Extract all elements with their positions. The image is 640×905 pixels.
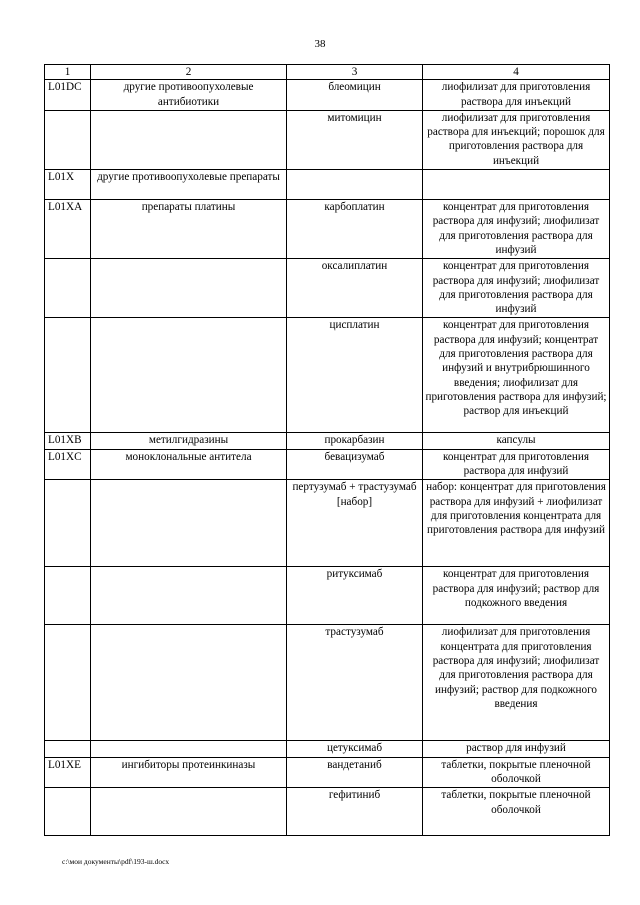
atc-code-cell: L01DC [45,80,91,111]
drug-cell: бевацизумаб [287,449,423,480]
table-row [45,757,610,788]
form-cell: концентрат для приготовления раствора для инфузий; концентрат для приготовления раствора для инфузий и внутрибрюшинного введения; лиофилизат для приготовления раствора для инфузий; раствор для инъекций [423,318,610,433]
form-cell: концентрат для приготовления раствора для инфузий; лиофилизат для приготовления раствора для инфузий [423,200,610,259]
atc-code-cell [45,567,91,625]
form-cell: лиофилизат для приготовления концентрата для приготовления раствора для инфузий; лиофилизат для приготовления раствора для инфузий; раствор для подкожного введения [423,625,610,741]
form-cell: таблетки, покрытые пленочной оболочкой [423,757,610,788]
drug-cell: ритуксимаб [287,567,423,625]
group-cell [91,110,287,169]
group-cell [91,788,287,836]
form-cell: набор: концентрат для приготовления раствора для инфузий + лиофилизат для приготовления концентрата для приготовления раствора для инфузий [423,480,610,567]
drug-cell [287,170,423,200]
drug-cell: цетуксимаб [287,741,423,757]
table-row [45,80,610,111]
header-cell: 3 [287,65,423,80]
table-row [45,200,610,259]
table-row [45,433,610,449]
table-row [45,741,610,757]
table-row [45,449,610,480]
table-row [45,480,610,567]
table-row [45,259,610,318]
atc-code-cell [45,625,91,741]
form-cell: капсулы [423,433,610,449]
form-cell: лиофилизат для приготовления раствора для инъекций; порошок для приготовления раствора для инъекций [423,110,610,169]
group-cell: препараты платины [91,200,287,259]
group-cell [91,259,287,318]
atc-code-cell: L01X [45,170,91,200]
drug-table [44,64,610,836]
atc-code-cell: L01XC [45,449,91,480]
drug-cell: цисплатин [287,318,423,433]
drug-cell: оксалиплатин [287,259,423,318]
form-cell: концентрат для приготовления раствора для инфузий; раствор для подкожного введения [423,567,610,625]
form-cell [423,170,610,200]
atc-code-cell [45,788,91,836]
drug-cell: гефитиниб [287,788,423,836]
group-cell [91,625,287,741]
drug-cell: прокарбазин [287,433,423,449]
drug-cell: пертузумаб + трастузумаб [набор] [287,480,423,567]
table-row [45,110,610,169]
table-row [45,170,610,200]
atc-code-cell: L01XB [45,433,91,449]
table-row [45,567,610,625]
form-cell: концентрат для приготовления раствора для инфузий [423,449,610,480]
table-row [45,625,610,741]
group-cell [91,480,287,567]
table-row [45,788,610,836]
group-cell [91,318,287,433]
group-cell: другие противоопухолевые препараты [91,170,287,200]
page-number: 38 [314,38,326,50]
footer-file-path: c:\мои документы\pdf\193-ш.docx [62,857,170,866]
atc-code-cell [45,318,91,433]
atc-code-cell [45,480,91,567]
atc-code-cell: L01XE [45,757,91,788]
group-cell: другие противоопухолевые антибиотики [91,80,287,111]
form-cell: концентрат для приготовления раствора для инфузий; лиофилизат для приготовления раствора для инфузий [423,259,610,318]
group-cell [91,567,287,625]
group-cell: моноклональные антитела [91,449,287,480]
group-cell: ингибиторы протеинкиназы [91,757,287,788]
group-cell: метилгидразины [91,433,287,449]
form-cell: таблетки, покрытые пленочной оболочкой [423,788,610,836]
drug-cell: трастузумаб [287,625,423,741]
form-cell: лиофилизат для приготовления раствора для инъекций [423,80,610,111]
group-cell [91,741,287,757]
table-header-row [45,65,610,80]
atc-code-cell: L01XA [45,200,91,259]
table-row [45,318,610,433]
form-cell: раствор для инфузий [423,741,610,757]
drug-cell: вандетаниб [287,757,423,788]
drug-cell: блеомицин [287,80,423,111]
atc-code-cell [45,741,91,757]
header-cell: 4 [423,65,610,80]
atc-code-cell [45,259,91,318]
header-cell: 1 [45,65,91,80]
header-cell: 2 [91,65,287,80]
drug-cell: карбоплатин [287,200,423,259]
atc-code-cell [45,110,91,169]
drug-cell: митомицин [287,110,423,169]
